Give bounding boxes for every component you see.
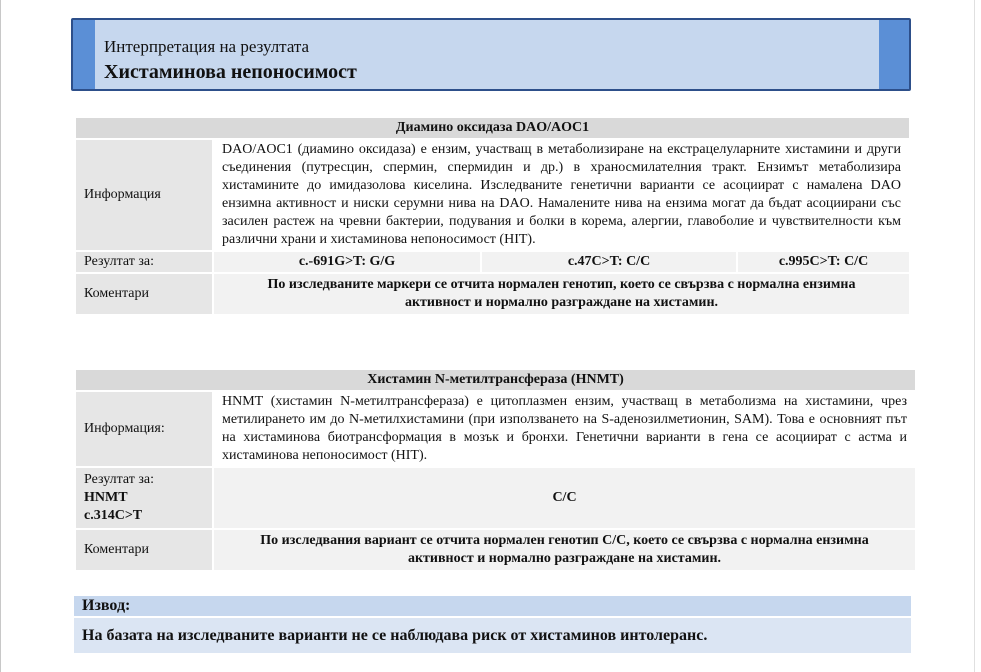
hnmt-comment-label: Коментари (76, 530, 212, 570)
dao-info-text: DAO/AOC1 (диамино оксидаза) е ензим, участващ в метаболизиране на екстрацелуларните хистамини и други съединения (путресцин, спермин, спермидин и др.) в храносмилателния тракт. Ензимът метаболизира хистамините до имидазолова киселина. Изследваните генетични варианти се асоциират с намалена DAO ензимна активност и ниски серумни нива на DAO. Намалените нива на ензима могат да бъдат асоциирани със засилен растеж на чревни бактерии, подувания и болки в корема, алергии, главоболие и чувствителности към различни храни и хистаминова непоносимост (HIT). (214, 140, 909, 250)
dao-result-2: c.47C>T: C/C (482, 252, 736, 272)
hnmt-result-label: Резултат за: (84, 472, 154, 487)
dao-result-1: c.-691G>T: G/G (214, 252, 480, 272)
dao-heading: Диамино оксидаза DAO/AOC1 (76, 118, 909, 138)
banner-accent-left (73, 20, 95, 89)
hnmt-section-table (74, 368, 917, 572)
hnmt-result-label-cell (76, 468, 212, 528)
dao-section-table (74, 116, 911, 316)
dao-comment-text: По изследваните маркери се отчита нормален генотип, което се свързва с нормална ензимна активност и нормално разграждане на хистамин. (214, 274, 909, 314)
hnmt-heading: Хистамин N-метилтрансфераза (HNMT) (76, 370, 915, 390)
dao-result-3: c.995C>T: C/C (738, 252, 909, 272)
dao-comment-label: Коментари (76, 274, 212, 314)
header-banner (71, 18, 911, 91)
page-edge-right (974, 0, 975, 672)
page-edge (0, 0, 1, 672)
dao-result-label: Резултат за: (76, 252, 212, 272)
header-title: Хистаминова непоносимост (104, 61, 357, 83)
hnmt-info-label: Информация: (76, 392, 212, 466)
conclusion-label: Извод: (74, 596, 911, 616)
hnmt-info-text: HNMT (хистамин N-метилтрансфераза) е цитоплазмен ензим, участващ в метаболизма на хистамини, чрез метилирането им до N-метилхистамини (при използването на S-аденозилметионин, SAM). Това е основният път на хистаминова биотрансформация в мозък и бронхи. Генетични варианти в гена се асоциират с астма и хистаминова непоносимост (HIT). (214, 392, 915, 466)
dao-info-label: Информация (76, 140, 212, 250)
hnmt-result-variant: c.314C>T (84, 508, 143, 523)
hnmt-result-value: C/C (214, 468, 915, 528)
header-subtitle: Интерпретация на резултата (104, 37, 310, 56)
banner-accent-right (879, 20, 909, 89)
conclusion-text: На базата на изследваните варианти не се наблюдава риск от хистаминов интолеранс. (74, 618, 911, 653)
hnmt-result-gene: HNMT (84, 490, 128, 505)
hnmt-comment-text: По изследвания вариант се отчита нормален генотип C/C, което се свързва с нормална ензимна активност и нормално разграждане на хистамин. (214, 530, 915, 570)
